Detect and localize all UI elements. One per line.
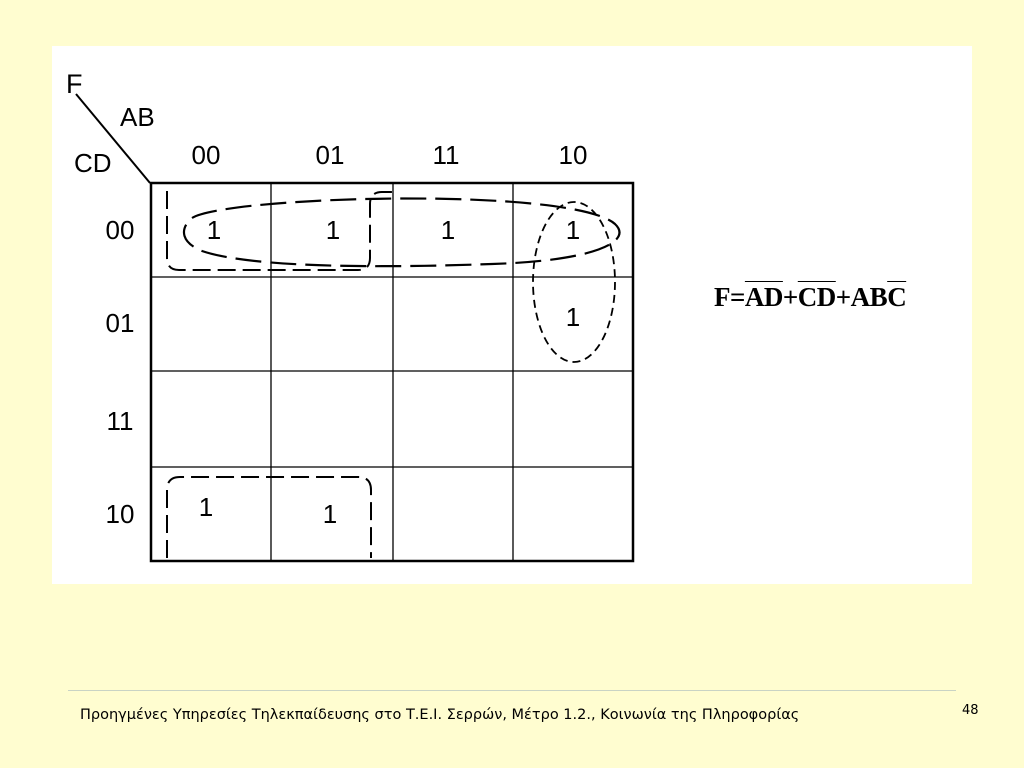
cell-value: 1 [325, 215, 341, 245]
formula-term-2: $\overline{CD}$ [797, 282, 836, 312]
column-header: 00 [191, 140, 221, 170]
column-header: 11 [432, 140, 460, 170]
formula-term-3-b: $\overline{C}$ [887, 282, 907, 312]
cell-value: 1 [440, 215, 456, 245]
grid-border [151, 183, 633, 561]
row-variable-label: CD [74, 148, 112, 178]
cell-value: 1 [565, 215, 581, 245]
diagram-panel [52, 46, 972, 584]
footer-divider [68, 690, 956, 691]
formula-term-3-a: AB [850, 282, 888, 312]
row-header: 00 [105, 215, 135, 245]
formula-term-3 [851, 282, 907, 312]
row-header: 11 [106, 406, 134, 436]
formula-plus: + [835, 282, 851, 312]
cell-value: 1 [322, 499, 338, 529]
formula-term-1: $\overline{AD}$ [744, 282, 783, 312]
row-header: 10 [105, 499, 135, 529]
cell-value: 1 [565, 302, 581, 332]
column-header: 01 [315, 140, 345, 170]
cell-value: 1 [198, 492, 214, 522]
column-variable-label: AB [120, 102, 155, 132]
formula-equals: = [730, 282, 745, 312]
cell-value: 1 [206, 215, 222, 245]
formula-lhs: F [714, 282, 730, 312]
row-headers [106, 215, 135, 529]
formula-plus: + [782, 282, 798, 312]
row-header: 01 [105, 308, 135, 338]
group-loop-row00 [184, 198, 619, 266]
simplified-formula [714, 282, 906, 313]
column-header: 10 [558, 140, 588, 170]
footer-text: Προηγμένες Υπηρεσίες Τηλεκπαίδευσης στο Τ.Ε.Ι. Σερρών, Μέτρο 1.2., Κοινωνία της Πληροφορίας [80, 707, 800, 723]
function-label: F [66, 69, 83, 99]
column-headers [192, 140, 588, 170]
page-number: 48 [962, 703, 979, 718]
karnaugh-map [52, 46, 972, 584]
group-loop-bottom-left [167, 477, 371, 558]
kmap-grid [151, 183, 633, 561]
